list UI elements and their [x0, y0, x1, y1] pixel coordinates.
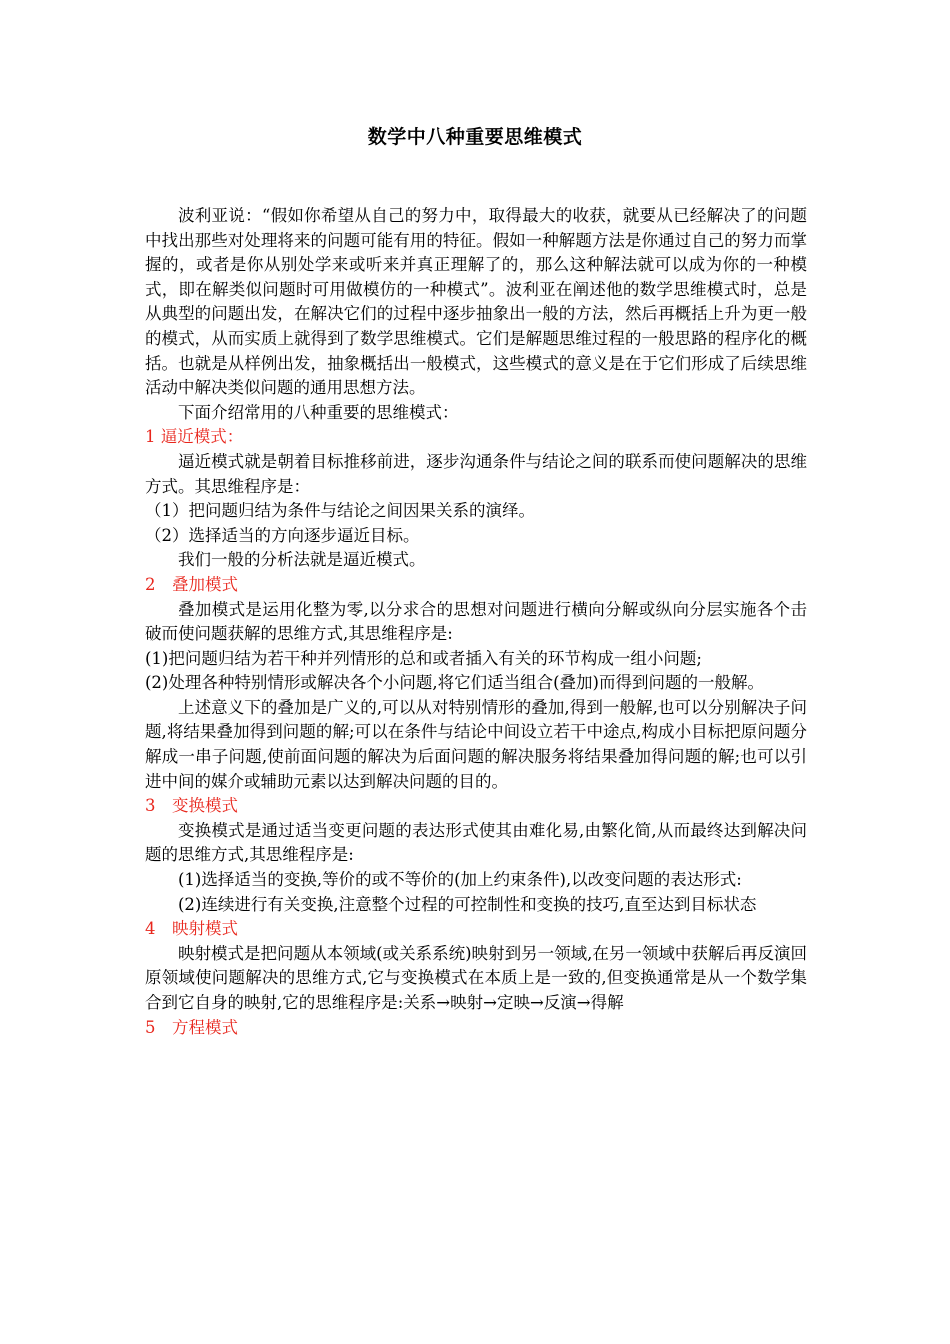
section-paragraph: 逼近模式就是朝着目标推移前进，逐步沟通条件与结论之间的联系而使问题解决的思维方式。其思维程序是：: [145, 451, 807, 496]
section-paragraph: (2)连续进行有关变换,注意整个过程的可控制性和变换的技巧,直至达到目标状态: [178, 894, 757, 914]
section-heading-mapping: [145, 917, 807, 942]
section-paragraph: 变换模式是通过适当变更问题的表达形式使其由难化易,由繁化简,从而最终达到解决问题的思维方式,其思维程序是:: [145, 820, 807, 865]
section-heading-transformation: [145, 794, 807, 819]
section-paragraph: （2）选择适当的方向逐步逼近目标。: [145, 525, 420, 545]
section-paragraph: 上述意义下的叠加是广义的,可以从对特别情形的叠加,得到一般解,也可以分别解决子问题,将结果叠加得到问题的解;可以在条件与结论中间设立若干中途点,构成小目标把原问题分解成一串子问题,使前面问题的解决为后面问题的解决服务将结果叠加得问题的解;也可以引进中间的媒介或辅助元素以达到解决问题的目的。: [145, 697, 807, 791]
section-paragraph: 叠加模式是运用化整为零,以分求合的思想对问题进行横向分解或纵向分层实施各个击破而使问题获解的思维方式,其思维程序是:: [145, 599, 807, 644]
section-name: 方程模式: [172, 1017, 238, 1037]
section-number: 5: [145, 1017, 156, 1037]
section-paragraph: 我们一般的分析法就是逼近模式。: [178, 550, 426, 570]
section-number: 2: [145, 574, 156, 594]
section-name: 变换模式: [172, 796, 238, 816]
section-number: 4: [145, 919, 156, 939]
section-paragraph: (2)处理各种特别情形或解决各个小问题,将它们适当组合(叠加)而得到问题的一般解。: [145, 673, 764, 693]
document-body: [145, 204, 807, 1040]
section-paragraph: (1)把问题归结为若干种并列情形的总和或者插入有关的环节构成一组小问题;: [145, 648, 702, 668]
section-heading-approximation: 1 逼近模式：: [145, 427, 244, 447]
section-name: 映射模式: [172, 919, 238, 939]
section-number: 3: [145, 796, 156, 816]
intro-paragraph: 波利亚说：“假如你希望从自己的努力中，取得最大的收获，就要从已经解决了的问题中找出那些对处理将来的问题可能有用的特征。假如一种解题方法是你通过自己的努力而掌握的，或者是你从别处学来或听来并真正理解了的，那么这种解法就可以成为你的一种模式，即在解类似问题时可用做模仿的一种模式”。波利亚在阐述他的数学思维模式时，总是从典型的问题出发，在解决它们的过程中逐步抽象出一般的方法，然后再概括上升为更一般的模式，从而实质上就得到了数学思维模式。它们是解题思维过程的一般思路的程序化的概括。也就是从样例出发，抽象概括出一般模式，这些模式的意义是在于它们形成了后续思维活动中解决类似问题的通用思想方法。: [145, 206, 807, 398]
section-heading-superposition: [145, 573, 807, 598]
section-heading-equation: [145, 1016, 807, 1041]
section-paragraph: (1)选择适当的变换,等价的或不等价的(加上约束条件),以改变问题的表达形式:: [178, 870, 742, 890]
section-name: 叠加模式: [172, 574, 238, 594]
section-paragraph: 映射模式是把问题从本领域(或关系系统)映射到另一领域,在另一领域中获解后再反演回原领域使问题解决的思维方式,它与变换模式在本质上是一致的,但变换通常是从一个数学集合到它自身的映射,它的思维程序是:关系→映射→定映→反演→得解: [145, 943, 807, 1012]
page-title: 数学中八种重要思维模式: [367, 126, 583, 148]
section-paragraph: （1）把问题归结为条件与结论之间因果关系的演绎。: [145, 501, 535, 521]
intro-followup: 下面介绍常用的八种重要的思维模式：: [178, 402, 459, 422]
